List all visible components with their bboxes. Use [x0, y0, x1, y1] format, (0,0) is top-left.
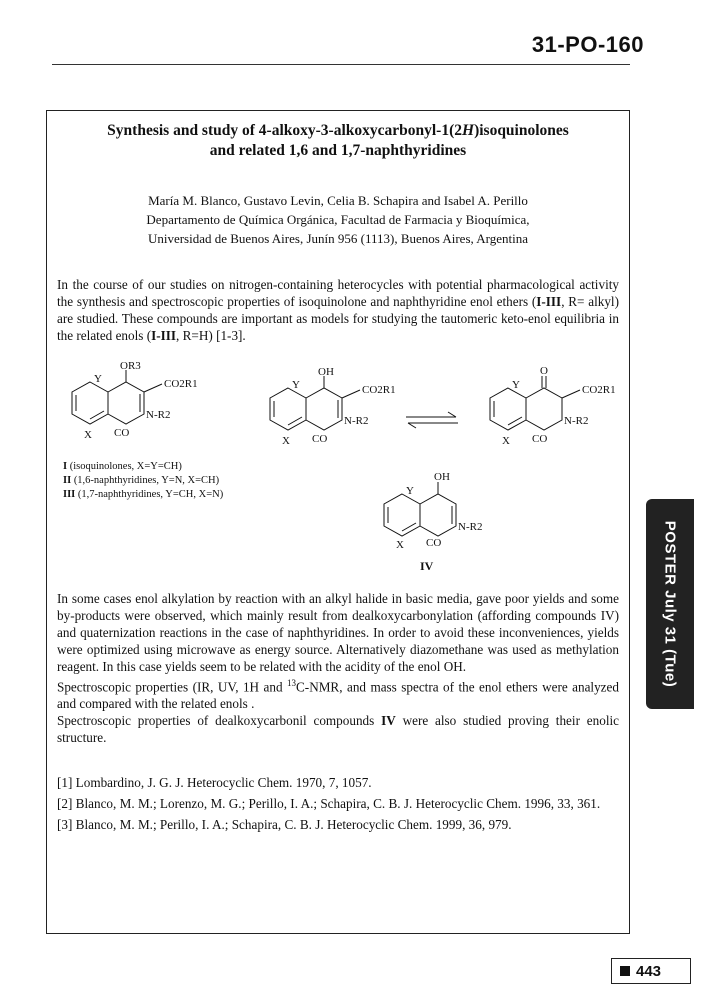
square-icon	[620, 966, 630, 976]
svg-text:Y: Y	[406, 485, 414, 497]
svg-text:OR3: OR3	[120, 360, 141, 372]
svg-text:OH: OH	[318, 366, 334, 378]
svg-text:X: X	[502, 435, 510, 447]
svg-text:X: X	[84, 429, 92, 441]
affiliation-univ: Universidad de Buenos Aires, Junín 956 (1113), Buenos Aires, Argentina	[147, 231, 529, 246]
compound-legend: I (isoquinolones, X=Y=CH) II (1,6-naphthyridines, Y=N, X=CH) III (1,7-naphthyridines, Y=CH, X=N)	[63, 461, 224, 500]
svg-text:CO: CO	[312, 433, 328, 445]
structure-iv	[372, 466, 512, 576]
svg-text:X: X	[282, 435, 290, 447]
svg-text:CO2R1: CO2R1	[362, 384, 396, 396]
svg-text:IV: IV	[420, 559, 434, 573]
structure-keto	[478, 360, 628, 450]
poster-date-tab: POSTER July 31 (Tue)	[646, 499, 694, 709]
intro-paragraph: In the course of our studies on nitrogen-containing heterocycles with potential pharmacological activity the synthesis and spectroscopic properties of isoquinolone and naphthyridine enol ethers (I-III, R= alkyl) are studied. These compounds are important as models for studying the tautomeric keto-enol equilibria in the related enols (I-III, R=H) [1-3].	[57, 277, 619, 343]
svg-text:CO: CO	[114, 427, 130, 439]
poster-code: 31-PO-160	[531, 32, 644, 57]
structure-enol-ether	[60, 360, 210, 450]
reference-item: [3] Blanco, M. M.; Perillo, I. A.; Schapira, C. B. J. Heterocyclic Chem. 1999, 36, 979.	[57, 817, 512, 832]
svg-text:CO: CO	[532, 433, 548, 445]
svg-text:CO2R1: CO2R1	[582, 384, 616, 396]
abstract-title: Synthesis and study of 4-alkoxy-3-alkoxycarbonyl-1(2H)isoquinolones and related 1,6 and 1,7-naphthyridines	[107, 122, 569, 159]
svg-text:Y: Y	[512, 379, 520, 391]
svg-text:N-R2: N-R2	[458, 521, 483, 533]
svg-text:OH: OH	[434, 471, 450, 483]
svg-text:N-R2: N-R2	[344, 415, 369, 427]
body-paragraph-2: Spectroscopic properties (IR, UV, 1H and $^{13}$C-NMR, and mass spectra of the enol ethers were analyzed and compared with the related enols .	[57, 678, 619, 712]
affiliation-dept: Departamento de Química Orgánica, Facultad de Farmacia y Bioquímica,	[146, 212, 530, 227]
svg-text:CO2R1: CO2R1	[164, 378, 198, 390]
svg-text:CO: CO	[426, 537, 442, 549]
author-names: María M. Blanco, Gustavo Levin, Celia B. Schapira and Isabel A. Perillo	[148, 193, 528, 208]
authors-block	[60, 191, 616, 248]
svg-text:X: X	[396, 539, 404, 551]
svg-text:N-R2: N-R2	[146, 409, 171, 421]
svg-text:Y: Y	[94, 373, 102, 385]
body-paragraph-3: Spectroscopic properties of dealkoxycarbonil compounds IV were also studied proving their enolic structure.	[57, 713, 620, 746]
svg-text:N-R2: N-R2	[564, 415, 589, 427]
header-rule	[52, 64, 630, 65]
references-list	[57, 774, 619, 837]
page-number: 443	[636, 962, 662, 980]
body-paragraph-1: In some cases enol alkylation by reaction with an alkyl halide in basic media, gave poor yields and some by-products were observed, which mainly result from dealkoxycarbonylation (affording compounds IV) and quaternization reactions in the case of naphthyridines. In order to avoid these inconveniences, yields were optimized using microwave as energy source. Alternatively diazomethane was used as methylation reagent. In this case yields seem to be related with the acidity of the enol OH.	[57, 591, 619, 674]
svg-text:Y: Y	[292, 379, 300, 391]
reference-item: [1] Lombardino, J. G. J. Heterocyclic Chem. 1970, 7, 1057.	[57, 775, 372, 790]
body-text	[57, 590, 619, 746]
page-number-box	[611, 958, 691, 984]
equilibrium-arrows	[404, 410, 460, 430]
svg-text:O: O	[540, 365, 548, 377]
structure-enol	[258, 360, 408, 450]
reference-item: [2] Blanco, M. M.; Lorenzo, M. G.; Perillo, I. A.; Schapira, C. B. J. Heterocyclic Chem. 1996, 33, 361.	[57, 796, 601, 811]
